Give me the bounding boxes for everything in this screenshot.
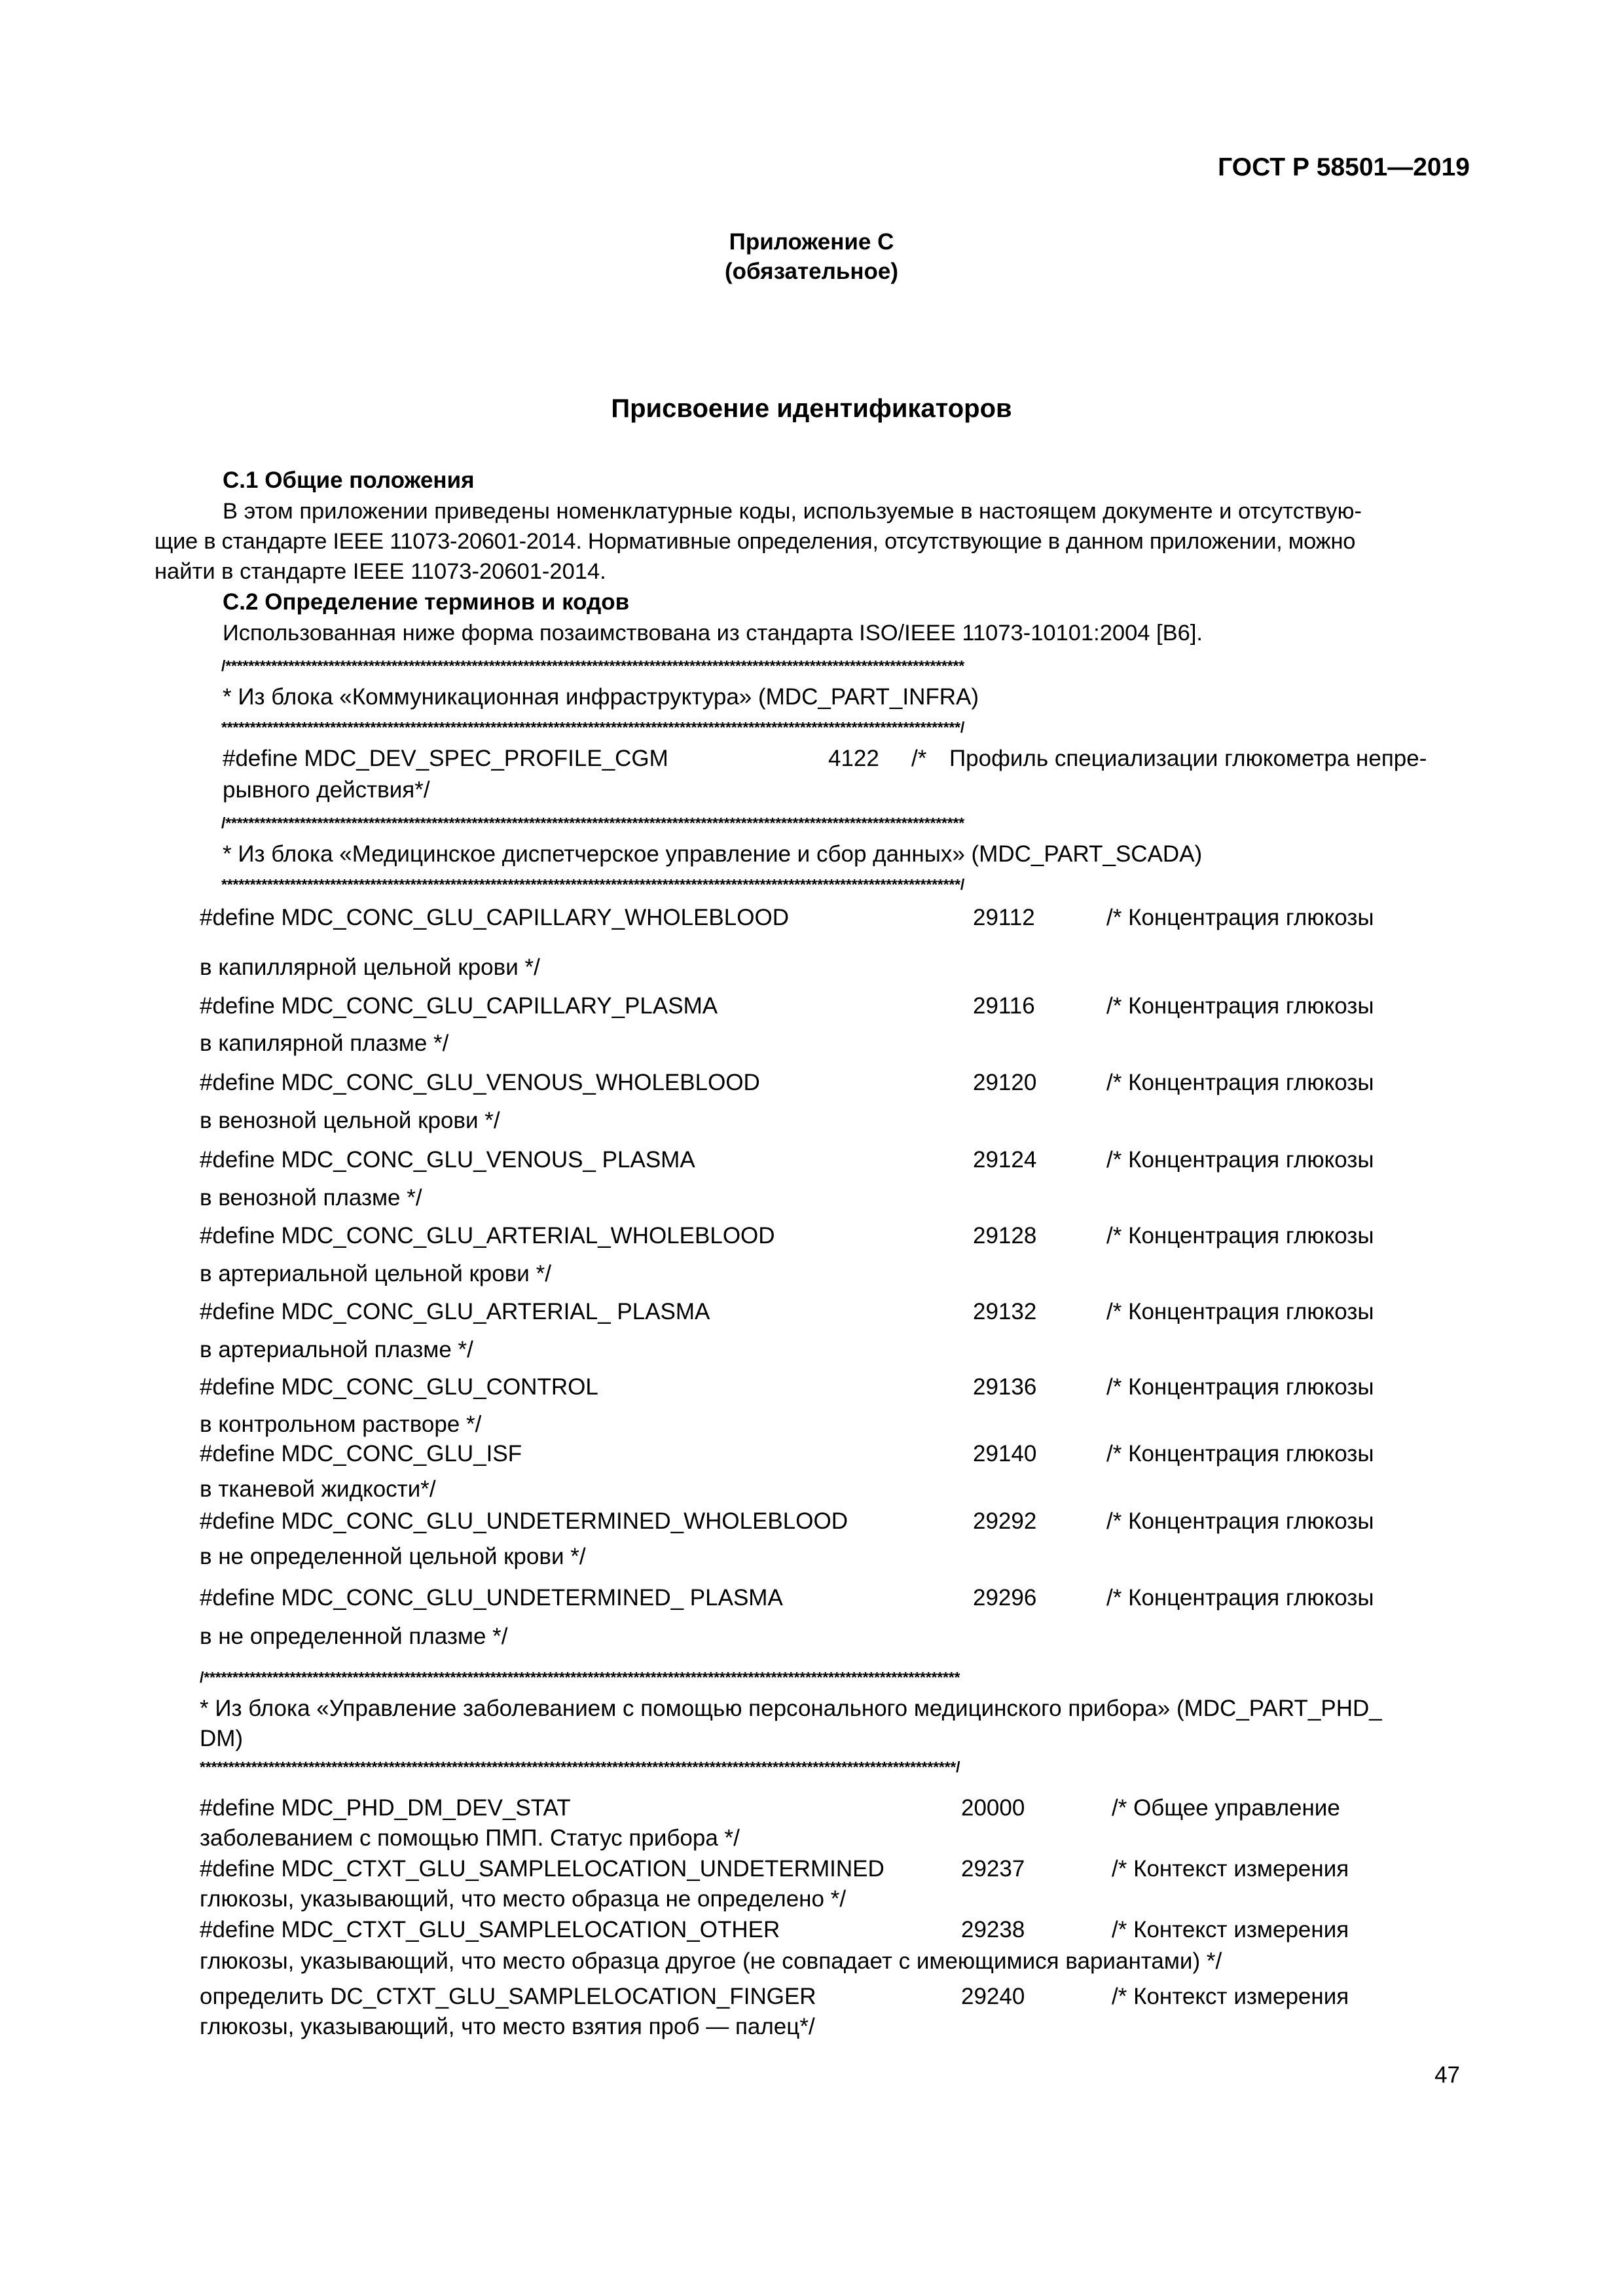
define-name: #define MDC_CTXT_GLU_SAMPLELOCATION_OTHER bbox=[200, 1917, 780, 1942]
define-comment: Профиль специализации глюкометра непре- bbox=[949, 746, 1427, 771]
star-line-open: /********************************************************************************************************************************* bbox=[221, 657, 965, 674]
define-comment: /* Контекст измерения bbox=[1112, 1984, 1349, 2009]
define-code: 4122 bbox=[828, 746, 879, 771]
page-number: 47 bbox=[1434, 2062, 1460, 2088]
define-comment-cont: в контрольном растворе */ bbox=[200, 1412, 482, 1437]
define-comment: /* Общее управление bbox=[1112, 1795, 1340, 1821]
appendix-title: Приложение С bbox=[729, 229, 894, 255]
define-comment-cont: в венозной цельной крови */ bbox=[200, 1108, 500, 1133]
define-comment: /* Концентрация глюкозы bbox=[1106, 1441, 1374, 1467]
define-code: 29128 bbox=[973, 1223, 1037, 1248]
define-comment: /* Концентрация глюкозы bbox=[1106, 1147, 1374, 1173]
define-comment-cont: глюкозы, указывающий, что место образца не определено */ bbox=[200, 1886, 847, 1912]
define-name: #define MDC_CONC_GLU_UNDETERMINED_WHOLEBLOOD bbox=[200, 1508, 848, 1534]
define-code: 29120 bbox=[973, 1070, 1037, 1095]
define-name: #define MDC_CONC_GLU_UNDETERMINED_ PLASMA bbox=[200, 1585, 783, 1611]
appendix-heading: Присвоение идентификаторов bbox=[611, 394, 1012, 423]
section-c1-para-line3: найти в стандарте IEEE 11073-20601-2014. bbox=[155, 559, 606, 584]
define-code: 29132 bbox=[973, 1299, 1037, 1324]
appendix-status: (обязательное) bbox=[724, 259, 898, 284]
define-comment-cont: в капилярной плазме */ bbox=[200, 1030, 449, 1056]
define-code: 29136 bbox=[973, 1374, 1037, 1400]
define-name: #define MDC_CONC_GLU_CONTROL bbox=[200, 1374, 598, 1400]
define-name: #define MDC_CONC_GLU_ARTERIAL_WHOLEBLOOD bbox=[200, 1223, 775, 1248]
define-comment: /* Концентрация глюкозы bbox=[1106, 1585, 1374, 1611]
section-c1-para-line2: щие в стандарте IEEE 11073-20601-2014. Нормативные определения, отсутствующие в данном приложении, можно bbox=[155, 529, 1356, 554]
define-name: #define MDC_CONC_GLU_CAPILLARY_WHOLEBLOOD bbox=[200, 905, 789, 930]
define-comment-cont: глюкозы, указывающий, что место взятия проб — палец*/ bbox=[200, 2014, 815, 2039]
define-comment: /* Концентрация глюкозы bbox=[1106, 993, 1374, 1019]
define-name: #define MDC_PHD_DM_DEV_STAT bbox=[200, 1795, 571, 1821]
define-comment: /* Концентрация глюкозы bbox=[1106, 1299, 1374, 1324]
define-comment: /* Концентрация глюкозы bbox=[1106, 905, 1374, 930]
define-name: #define MDC_DEV_SPEC_PROFILE_CGM bbox=[223, 746, 668, 771]
define-comment-cont: в капиллярной цельной крови */ bbox=[200, 955, 540, 980]
define-code: 29124 bbox=[973, 1147, 1037, 1173]
define-name: #define MDC_CONC_GLU_VENOUS_WHOLEBLOOD bbox=[200, 1070, 760, 1095]
define-comment-cont: в венозной плазме */ bbox=[200, 1185, 422, 1211]
define-code: 29238 bbox=[961, 1917, 1025, 1942]
section-c1-heading: С.1 Общие положения bbox=[223, 467, 475, 493]
standard-code-header: ГОСТ Р 58501—2019 bbox=[1218, 153, 1470, 181]
section-c2-heading: С.2 Определение терминов и кодов bbox=[223, 589, 630, 615]
define-code: 29292 bbox=[973, 1508, 1037, 1534]
define-name: #define MDC_CONC_GLU_ISF bbox=[200, 1441, 522, 1467]
define-name: #define MDC_CONC_GLU_CAPILLARY_PLASMA bbox=[200, 993, 718, 1019]
define-name: #define MDC_CONC_GLU_VENOUS_ PLASMA bbox=[200, 1147, 695, 1173]
section-c2-intro: Использованная ниже форма позаимствована из стандарта ISO/IEEE 11073-10101:2004 [B6]. bbox=[223, 621, 1203, 646]
block-infra-comment: * Из блока «Коммуникационная инфраструктура» (MDC_PART_INFRA) bbox=[223, 684, 979, 710]
star-line-open: /************************************************************************************************************************************ bbox=[200, 1669, 960, 1686]
define-comment: /* Концентрация глюкозы bbox=[1106, 1508, 1374, 1534]
star-line-open: /********************************************************************************************************************************* bbox=[221, 814, 965, 831]
block-phd-comment-line2: DM) bbox=[200, 1726, 244, 1751]
define-comment-cont: в не определенной плазме */ bbox=[200, 1624, 508, 1649]
define-code: 29296 bbox=[973, 1585, 1037, 1611]
define-comment-cont: в не определенной цельной крови */ bbox=[200, 1544, 586, 1569]
define-comment-cont: в артериальной плазме */ bbox=[200, 1337, 473, 1362]
define-code: 20000 bbox=[961, 1795, 1025, 1821]
define-comment: /* Контекст измерения bbox=[1112, 1856, 1349, 1882]
define-comment-cont: рывного действия*/ bbox=[223, 777, 430, 803]
define-comment: /* Концентрация глюкозы bbox=[1106, 1374, 1374, 1400]
define-comment-cont: в тканевой жидкости*/ bbox=[200, 1476, 436, 1502]
define-name: #define MDC_CTXT_GLU_SAMPLELOCATION_UNDETERMINED bbox=[200, 1856, 884, 1882]
star-line-close: ************************************************************************************************************************************/ bbox=[200, 1758, 960, 1776]
star-line-close: *********************************************************************************************************************************/ bbox=[221, 719, 965, 736]
define-code: 29112 bbox=[973, 905, 1035, 930]
block-phd-comment-line1: * Из блока «Управление заболеванием с помощью персонального медицинского прибора» (MDC_PART_PHD_ bbox=[200, 1696, 1382, 1721]
define-code: 29116 bbox=[973, 993, 1035, 1019]
comment-start: /* bbox=[911, 746, 927, 771]
define-code: 29237 bbox=[961, 1856, 1025, 1882]
define-code: 29240 bbox=[961, 1984, 1025, 2009]
define-comment-cont: глюкозы, указывающий, что место образца другое (не совпадает с имеющимися вариантами) */ bbox=[200, 1948, 1222, 1974]
define-comment-cont: заболеванием с помощью ПМП. Статус прибора */ bbox=[200, 1825, 740, 1851]
block-scada-comment: * Из блока «Медицинское диспетчерское управление и сбор данных» (MDC_PART_SCADA) bbox=[223, 841, 1203, 867]
define-name: определить DC_CTXT_GLU_SAMPLELOCATION_FINGER bbox=[200, 1984, 816, 2009]
define-comment-cont: в артериальной цельной крови */ bbox=[200, 1261, 551, 1286]
star-line-close: *********************************************************************************************************************************/ bbox=[221, 876, 965, 893]
define-comment: /* Контекст измерения bbox=[1112, 1917, 1349, 1942]
section-c1-para-line1: В этом приложении приведены номенклатурные коды, используемые в настоящем документе и отсутствую- bbox=[223, 499, 1362, 524]
define-name: #define MDC_CONC_GLU_ARTERIAL_ PLASMA bbox=[200, 1299, 710, 1324]
define-comment: /* Концентрация глюкозы bbox=[1106, 1223, 1374, 1248]
define-comment: /* Концентрация глюкозы bbox=[1106, 1070, 1374, 1095]
define-code: 29140 bbox=[973, 1441, 1037, 1467]
